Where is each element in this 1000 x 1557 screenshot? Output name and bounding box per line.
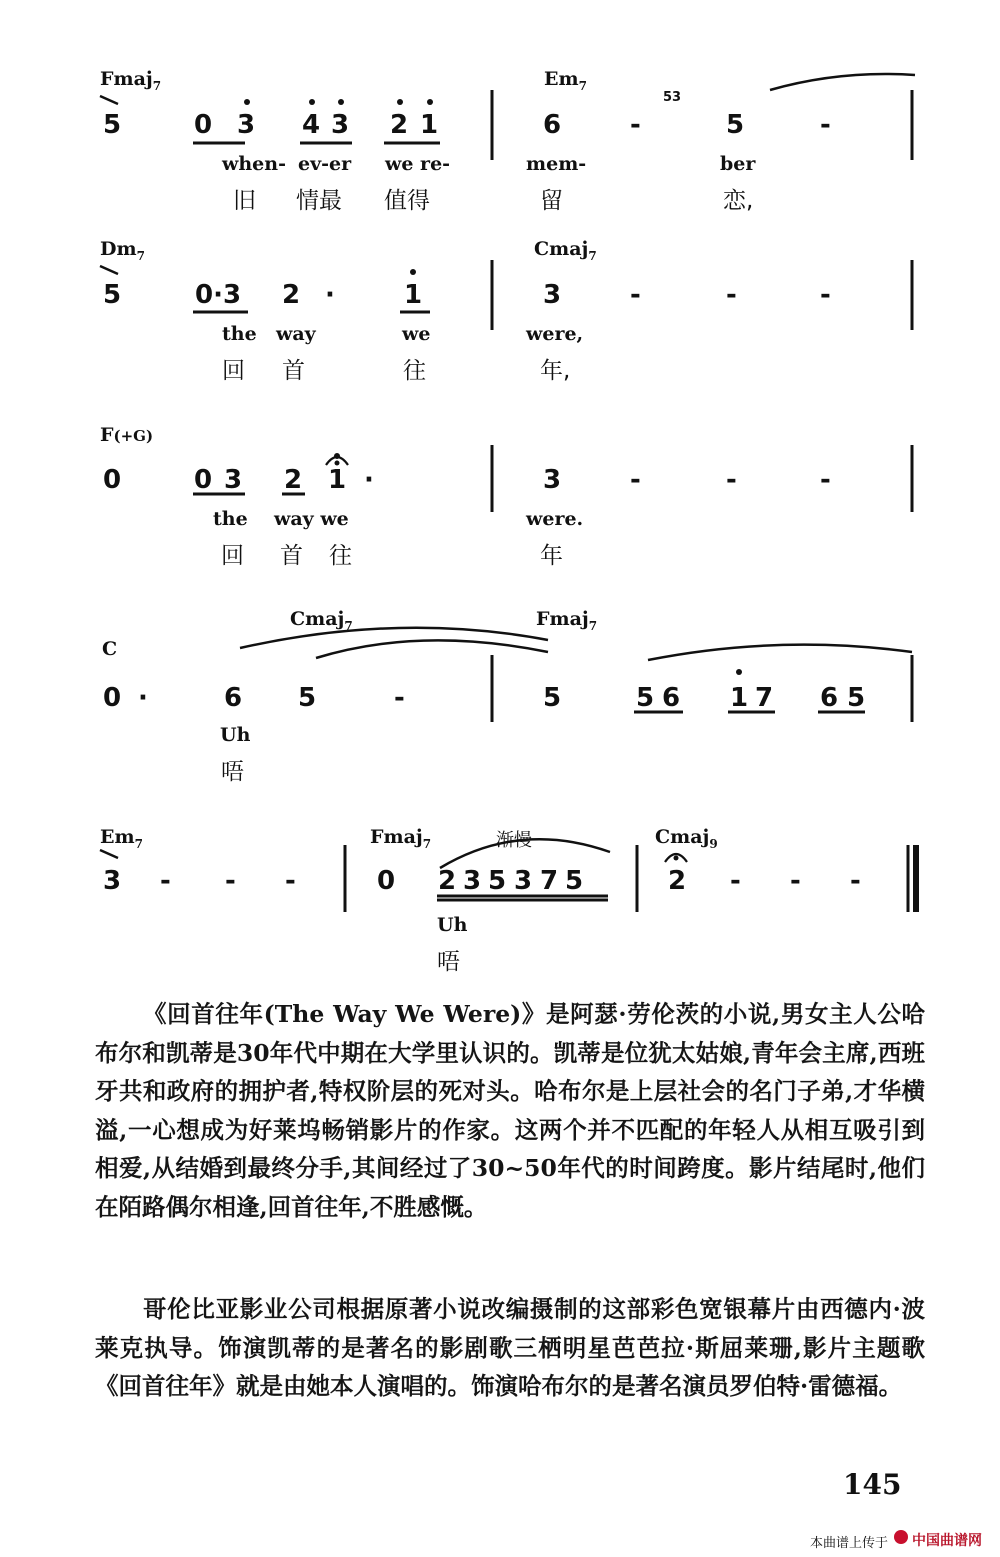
note: 0 [103,683,122,713]
chord-c: C [102,638,118,660]
note: 5 [565,866,584,896]
note: 0 [194,110,213,140]
note: 6 [224,683,243,713]
note-dash: - [225,866,236,896]
note: 4 [302,110,321,140]
note: 3 [224,465,243,495]
octave-dot [309,99,315,105]
note-dot: · [138,683,148,713]
lyric-en: the [222,323,257,345]
lyric-en: we [402,323,431,345]
octave-dot [338,99,344,105]
note: 6 [543,110,562,140]
lyric-en: ber [720,153,756,175]
lyric-zh: 唔 [437,949,460,975]
chord-dm7: $Dm_7$ [100,238,145,263]
note-dash: - [630,280,641,310]
note: 3 [331,110,350,140]
note-dash: - [726,465,737,495]
note-dash: - [726,280,737,310]
note: 3 [543,280,562,310]
lyric-zh: 首 [280,543,303,569]
lyric-en: ev-er [298,153,352,175]
note: 7 [540,866,559,896]
note-dash: - [820,110,831,140]
note-dash: - [285,866,296,896]
lyric-zh: 情最 [296,188,342,214]
lyric-en: the [213,508,248,530]
lyric-zh: 旧 [233,188,256,214]
note-dash: - [630,465,641,495]
lyric-zh: 恋, [723,188,754,214]
note: 7 [755,683,774,713]
note-dash: - [820,465,831,495]
note: 1 [328,465,347,495]
grace-notes: 53 [663,90,682,105]
lyric-en: Uh [220,724,251,746]
note: 0 [103,465,122,495]
note: 1 [730,683,749,713]
note: 2 [390,110,409,140]
chord-fmaj7: Fmaj$_7$ [100,68,162,93]
lyric-en: way [276,323,316,345]
note: 5 [488,866,507,896]
note-dash: - [394,683,405,713]
note: 5 [847,683,866,713]
slur [648,645,912,660]
lyric-zh: 唔 [221,759,244,785]
lyric-zh: 往 [403,358,426,384]
note-dot: · [364,465,374,495]
footer-uploader-text: 本曲谱上传于 [810,1536,889,1551]
note: 6 [662,683,681,713]
note-dash: - [630,110,641,140]
lyric-zh: 年 [540,543,563,569]
lyric-zh: 回 [222,358,245,384]
tie-mark [100,96,118,104]
note: 3 [463,866,482,896]
octave-dot [397,99,403,105]
tie-mark [100,850,118,858]
note: 5 [636,683,655,713]
tempo-marking: 渐慢 [496,830,532,851]
footer-site-name: 中国曲谱网 [912,1533,982,1549]
note: 5 [726,110,745,140]
note: 3 [543,465,562,495]
note: 5 [298,683,317,713]
note: 5 [543,683,562,713]
chord-fmaj7: Fmaj$_7$ [370,826,432,851]
note: 5 [103,280,122,310]
lyric-en: were. [526,508,584,530]
octave-dot [427,99,433,105]
chord-cmaj7: Cmaj$_7$ [290,608,353,633]
note: 3 [103,866,122,896]
note: 6 [820,683,839,713]
slur [770,74,915,90]
lyric-en: way we [274,508,349,530]
note: 0·3 [195,280,242,310]
slur [316,640,548,658]
page-number: 145 [843,1468,902,1501]
note: 1 [404,280,423,310]
chord-cmaj9: Cmaj$_9$ [655,826,718,851]
note: 0 [194,465,213,495]
lyric-en: mem- [526,153,587,175]
octave-dot [334,453,340,459]
site-logo-icon [894,1530,908,1544]
note: 2 [282,280,301,310]
note: 2 [438,866,457,896]
octave-dot [244,99,250,105]
note: 3 [514,866,533,896]
note: 2 [284,465,303,495]
note: 5 [103,110,122,140]
lyric-zh: 往 [329,543,352,569]
chord-cmaj7: Cmaj$_7$ [534,238,597,263]
lyric-en: when- [222,153,286,175]
paragraph-film: 哥伦比亚影业公司根据原著小说改编摄制的这部彩色宽银幕片由西德内·波莱克执导。饰演凯蒂的是著名的影剧歌三栖明星芭芭拉·斯屈莱珊,影片主题歌《回首往年》就是由她本人演唱的。饰演哈布尔的是著名演员罗伯特·雷德福。 [95,1295,925,1400]
octave-dot [410,269,416,275]
note: 3 [237,110,256,140]
fermata-dot [674,856,679,861]
chord-em7: $Em_7$ [100,826,143,851]
tie-mark [100,266,118,274]
lyric-en: Uh [437,914,468,936]
note: 1 [420,110,439,140]
note: 2 [668,866,687,896]
lyric-zh: 回 [221,543,244,569]
chord-f: F(+G) [100,424,154,446]
note-dash: - [820,280,831,310]
chord-fmaj7: Fmaj$_7$ [536,608,598,633]
chord-em7: $Em_7$ [544,68,587,93]
note-dash: - [160,866,171,896]
lyric-en: we re- [385,153,451,175]
lyric-en: were, [526,323,584,345]
paragraph-intro: 《回首往年(The Way We Were)》是阿瑟·劳伦茨的小说,男女主人公哈布尔和凯蒂是30年代中期在大学里认识的。凯蒂是位犹太姑娘,青年会主席,西班牙共和政府的拥护者,特权阶层的死对头。哈布尔是上层社会的名门子弟,才华横溢,一心想成为好莱坞畅销影片的作家。这两个并不匹配的年轻人从相互吸引到相爱,从结婚到最终分手,其间经过了30~50年代的时间跨度。影片结尾时,他们在陌路偶尔相逢,回首往年,不胜感慨。 [95,1000,925,1221]
note-dot: · [325,280,335,310]
note: 0 [377,866,396,896]
octave-dot [736,669,742,675]
note-dash: - [730,866,741,896]
lyric-zh: 留 [540,188,563,214]
note-dash: - [850,866,861,896]
lyric-zh: 首 [282,358,305,384]
lyric-zh: 年, [540,358,571,384]
note-dash: - [790,866,801,896]
lyric-zh: 值得 [384,188,430,214]
